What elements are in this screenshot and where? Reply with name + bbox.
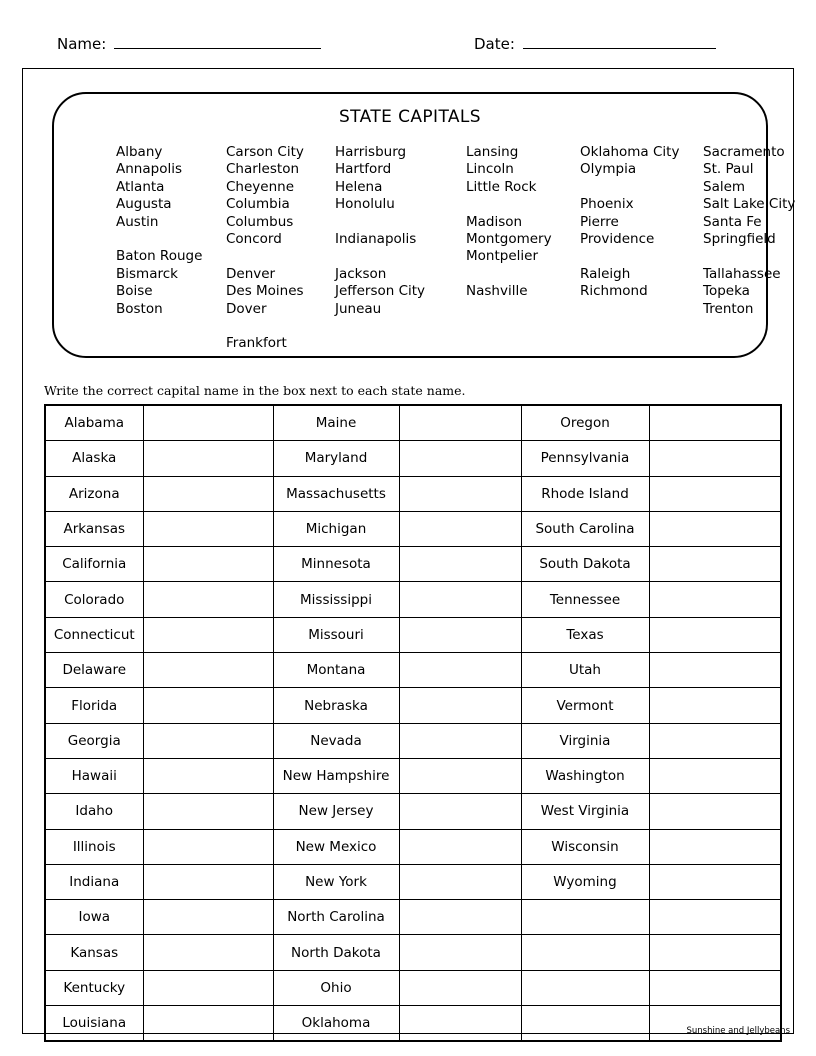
state-name-cell: Minnesota	[273, 547, 399, 582]
capital-answer-cell[interactable]	[399, 935, 521, 970]
word-bank-entry: Springfield	[703, 230, 776, 247]
capital-answer-cell[interactable]	[649, 653, 781, 688]
capital-answer-cell[interactable]	[143, 970, 273, 1005]
capital-answer-cell[interactable]	[399, 1006, 521, 1042]
state-name-cell: North Carolina	[273, 900, 399, 935]
state-name-cell: Maryland	[273, 441, 399, 476]
capital-answer-cell[interactable]	[649, 405, 781, 441]
word-bank-column	[226, 144, 304, 353]
word-bank-entry: Oklahoma City	[580, 144, 680, 160]
state-name-cell: North Dakota	[273, 935, 399, 970]
word-bank-spacer	[226, 318, 304, 335]
capital-answer-cell[interactable]	[399, 723, 521, 758]
word-bank-columns	[54, 144, 796, 354]
capital-answer-cell[interactable]	[399, 864, 521, 899]
capital-answer-cell[interactable]	[649, 511, 781, 546]
instruction-text: Write the correct capital name in the box next to each state name.	[44, 383, 466, 398]
state-name-cell	[521, 900, 649, 935]
state-name-cell: Mississippi	[273, 582, 399, 617]
table-row	[45, 758, 781, 793]
state-name-cell: South Carolina	[521, 511, 649, 546]
word-bank-entry: Concord	[226, 230, 282, 247]
state-name-cell: Oregon	[521, 405, 649, 441]
table-row	[45, 900, 781, 935]
word-bank-entry: Bismarck	[116, 265, 178, 282]
word-bank-entry: Madison	[466, 213, 523, 230]
state-name-cell: Vermont	[521, 688, 649, 723]
capital-answer-cell[interactable]	[143, 405, 273, 441]
capital-answer-cell[interactable]	[399, 511, 521, 546]
state-name-cell: Kentucky	[45, 970, 143, 1005]
word-bank-entry: Topeka	[703, 283, 750, 300]
word-bank-spacer	[116, 231, 202, 248]
capital-answer-cell[interactable]	[399, 476, 521, 511]
word-bank-entry: Harrisburg	[335, 144, 407, 160]
capital-answer-cell[interactable]	[649, 900, 781, 935]
credit-text: Sunshine and Jellybeans	[686, 1026, 790, 1036]
word-bank-entry: Helena	[335, 178, 383, 195]
table-row	[45, 1006, 781, 1042]
word-bank-entry: Olympia	[580, 161, 637, 178]
state-name-cell: Georgia	[45, 723, 143, 758]
word-bank-entry: Montpelier	[466, 248, 538, 265]
state-name-cell: California	[45, 547, 143, 582]
state-name-cell: New Hampshire	[273, 758, 399, 793]
state-name-cell: New Jersey	[273, 794, 399, 829]
state-name-cell: Delaware	[45, 653, 143, 688]
states-table	[44, 404, 782, 1042]
table-row	[45, 829, 781, 864]
state-name-cell: New Mexico	[273, 829, 399, 864]
state-name-cell: Connecticut	[45, 617, 143, 652]
word-bank-entry: Austin	[116, 213, 159, 230]
state-name-cell: Florida	[45, 688, 143, 723]
state-name-cell: Montana	[273, 653, 399, 688]
state-name-cell: West Virginia	[521, 794, 649, 829]
word-bank-column	[335, 144, 425, 318]
table-row	[45, 511, 781, 546]
table-row	[45, 582, 781, 617]
capital-answer-cell[interactable]	[399, 582, 521, 617]
capital-answer-cell[interactable]	[649, 794, 781, 829]
word-bank-entry: Hartford	[335, 161, 392, 178]
state-name-cell: Wisconsin	[521, 829, 649, 864]
name-field-group	[57, 34, 321, 53]
capital-answer-cell[interactable]	[143, 900, 273, 935]
word-bank-entry: Cheyenne	[226, 178, 295, 195]
capital-answer-cell[interactable]	[649, 688, 781, 723]
capital-answer-cell[interactable]	[143, 794, 273, 829]
word-bank-spacer	[466, 266, 552, 283]
word-bank-entry: Charleston	[226, 161, 300, 178]
capital-answer-cell[interactable]	[143, 653, 273, 688]
word-bank-entry: Frankfort	[226, 335, 287, 352]
table-row	[45, 476, 781, 511]
capital-answer-cell[interactable]	[649, 476, 781, 511]
capital-answer-cell[interactable]	[143, 688, 273, 723]
date-field-group	[474, 34, 716, 53]
capital-answer-cell[interactable]	[399, 688, 521, 723]
table-row	[45, 794, 781, 829]
capital-answer-cell[interactable]	[143, 758, 273, 793]
word-bank-spacer	[226, 248, 304, 265]
word-bank-entry: Boston	[116, 300, 163, 317]
state-name-cell: Ohio	[273, 970, 399, 1005]
state-name-cell: Utah	[521, 653, 649, 688]
state-name-cell: Arizona	[45, 476, 143, 511]
state-name-cell: Maine	[273, 405, 399, 441]
states-table-wrapper	[44, 404, 780, 1042]
word-bank-entry: Phoenix	[580, 196, 634, 213]
table-row	[45, 547, 781, 582]
capital-answer-cell[interactable]	[649, 441, 781, 476]
capital-answer-cell[interactable]	[399, 829, 521, 864]
capital-answer-cell[interactable]	[649, 935, 781, 970]
capital-answer-cell[interactable]	[649, 864, 781, 899]
word-bank-entry: Albany	[116, 144, 163, 160]
table-row	[45, 405, 781, 441]
state-name-cell: Texas	[521, 617, 649, 652]
word-bank-spacer	[580, 248, 679, 265]
capital-answer-cell[interactable]	[649, 547, 781, 582]
word-bank-box	[52, 92, 796, 358]
word-bank-column	[580, 144, 679, 301]
word-bank-entry: Baton Rouge	[116, 248, 203, 265]
word-bank-entry: Indianapolis	[335, 230, 417, 247]
word-bank-spacer	[703, 248, 795, 265]
capital-answer-cell[interactable]	[143, 1006, 273, 1042]
table-row	[45, 935, 781, 970]
word-bank-entry: Atlanta	[116, 178, 165, 195]
date-write-line[interactable]	[523, 34, 716, 49]
capital-answer-cell[interactable]	[143, 511, 273, 546]
state-name-cell: Iowa	[45, 900, 143, 935]
capital-answer-cell[interactable]	[143, 441, 273, 476]
word-bank-entry: Montgomery	[466, 230, 552, 247]
word-bank-entry: Honolulu	[335, 196, 395, 213]
capital-answer-cell[interactable]	[143, 829, 273, 864]
state-name-cell: Nevada	[273, 723, 399, 758]
word-bank-column	[116, 144, 202, 318]
word-bank-spacer	[466, 196, 552, 213]
word-bank-entry: Augusta	[116, 196, 172, 213]
state-name-cell: Oklahoma	[273, 1006, 399, 1042]
state-name-cell	[521, 970, 649, 1005]
capital-answer-cell[interactable]	[649, 970, 781, 1005]
table-row	[45, 441, 781, 476]
capital-answer-cell[interactable]	[399, 794, 521, 829]
state-name-cell: Tennessee	[521, 582, 649, 617]
word-bank-title: STATE CAPITALS	[338, 107, 481, 127]
state-name-cell: Michigan	[273, 511, 399, 546]
capital-answer-cell[interactable]	[143, 935, 273, 970]
state-name-cell: Washington	[521, 758, 649, 793]
states-table-body	[45, 405, 781, 1041]
word-bank-entry: Boise	[116, 283, 153, 300]
word-bank-spacer	[335, 214, 425, 231]
state-name-cell: Virginia	[521, 723, 649, 758]
word-bank-entry: Juneau	[335, 300, 382, 317]
word-bank-entry: Santa Fe	[703, 213, 762, 230]
word-bank-entry: Raleigh	[580, 265, 631, 282]
state-name-cell: Nebraska	[273, 688, 399, 723]
capital-answer-cell[interactable]	[143, 582, 273, 617]
capital-answer-cell[interactable]	[649, 723, 781, 758]
table-row	[45, 723, 781, 758]
capital-answer-cell[interactable]	[399, 617, 521, 652]
state-name-cell: Alabama	[45, 405, 143, 441]
capital-answer-cell[interactable]	[399, 547, 521, 582]
date-label: Date:	[474, 35, 515, 53]
capital-answer-cell[interactable]	[399, 441, 521, 476]
capital-answer-cell[interactable]	[143, 864, 273, 899]
state-name-cell: Kansas	[45, 935, 143, 970]
state-name-cell: Hawaii	[45, 758, 143, 793]
word-bank-entry: Salem	[703, 178, 746, 195]
word-bank-entry: St. Paul	[703, 161, 754, 178]
capital-answer-cell[interactable]	[399, 900, 521, 935]
state-name-cell: Massachusetts	[273, 476, 399, 511]
table-row	[45, 688, 781, 723]
capital-answer-cell[interactable]	[399, 405, 521, 441]
word-bank-entry: Salt Lake City	[703, 196, 796, 213]
word-bank-column	[703, 144, 795, 318]
capital-answer-cell[interactable]	[649, 617, 781, 652]
word-bank-spacer	[335, 248, 425, 265]
state-name-cell: Alaska	[45, 441, 143, 476]
word-bank-entry: Annapolis	[116, 161, 182, 178]
table-row	[45, 970, 781, 1005]
word-bank-entry: Lansing	[466, 144, 519, 160]
word-bank-entry: Tallahassee	[703, 265, 781, 282]
word-bank-spacer	[580, 179, 679, 196]
table-row	[45, 617, 781, 652]
word-bank-entry: Jackson	[335, 265, 387, 282]
capital-answer-cell[interactable]	[649, 582, 781, 617]
name-write-line[interactable]	[114, 34, 321, 49]
capital-answer-cell[interactable]	[143, 617, 273, 652]
capital-answer-cell[interactable]	[399, 758, 521, 793]
table-row	[45, 864, 781, 899]
capital-answer-cell[interactable]	[649, 758, 781, 793]
state-name-cell: New York	[273, 864, 399, 899]
word-bank-entry: Providence	[580, 230, 655, 247]
word-bank-entry: Dover	[226, 300, 267, 317]
name-label: Name:	[57, 35, 107, 53]
capital-answer-cell[interactable]	[143, 547, 273, 582]
state-name-cell: Colorado	[45, 582, 143, 617]
state-name-cell: Rhode Island	[521, 476, 649, 511]
word-bank-entry: Columbus	[226, 213, 294, 230]
state-name-cell	[521, 1006, 649, 1042]
word-bank-entry: Trenton	[703, 300, 754, 317]
word-bank-entry: Columbia	[226, 196, 290, 213]
word-bank-entry: Carson City	[226, 144, 304, 160]
capital-answer-cell[interactable]	[649, 829, 781, 864]
word-bank-entry: Des Moines	[226, 283, 304, 300]
word-bank-entry: Jefferson City	[335, 283, 426, 300]
state-name-cell: Idaho	[45, 794, 143, 829]
state-name-cell: Missouri	[273, 617, 399, 652]
capital-answer-cell[interactable]	[143, 476, 273, 511]
word-bank-entry: Nashville	[466, 283, 528, 300]
capital-answer-cell[interactable]	[143, 723, 273, 758]
word-bank-entry: Pierre	[580, 213, 619, 230]
state-name-cell: Wyoming	[521, 864, 649, 899]
state-name-cell: Indiana	[45, 864, 143, 899]
state-name-cell: South Dakota	[521, 547, 649, 582]
state-name-cell: Arkansas	[45, 511, 143, 546]
word-bank-entry: Little Rock	[466, 178, 537, 195]
word-bank-entry: Lincoln	[466, 161, 514, 178]
table-row	[45, 653, 781, 688]
capital-answer-cell[interactable]	[399, 970, 521, 1005]
capital-answer-cell[interactable]	[399, 653, 521, 688]
word-bank-entry: Sacramento	[703, 144, 785, 160]
word-bank-column	[466, 144, 552, 301]
state-name-cell: Louisiana	[45, 1006, 143, 1042]
state-name-cell	[521, 935, 649, 970]
word-bank-entry: Richmond	[580, 283, 648, 300]
state-name-cell: Illinois	[45, 829, 143, 864]
word-bank-entry: Denver	[226, 265, 276, 282]
state-name-cell: Pennsylvania	[521, 441, 649, 476]
